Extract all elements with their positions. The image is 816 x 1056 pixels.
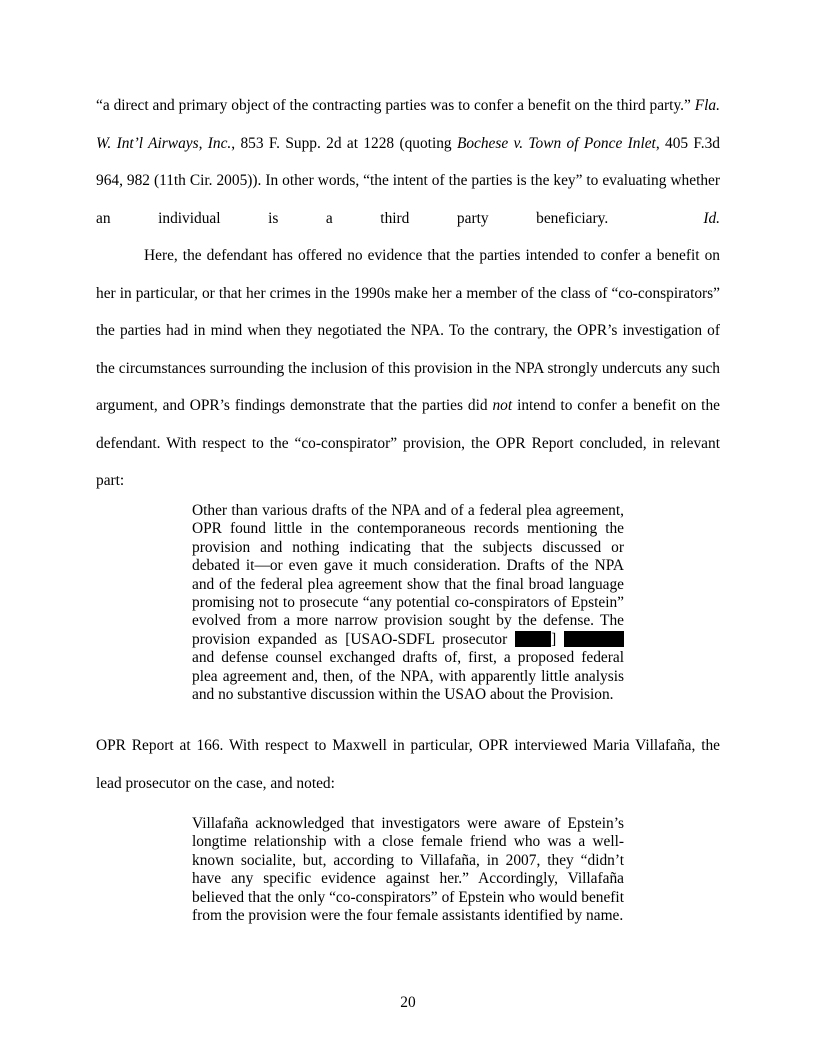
redaction-box (564, 631, 624, 647)
paragraph-text: , 405 F.3d 964, 982 (11th Cir. 2005)). In other words, “the intent of the parties is the key” to evaluating whether an individual is a third party beneficiary. (96, 134, 720, 227)
quote-text: Other than various drafts of the NPA and of a federal plea agreement, OPR found little in the contemporaneous records mentioning the provision and nothing indicating that the subjects discussed or debated it—or even gave it much consideration. Drafts of the NPA and of the federal plea agreement show that the final broad language promising not to prosecute “any potential co-conspirators of Epstein” evolved from a more narrow provision sought by the defense. The provision expanded as [USAO-SDFL prosecutor (192, 502, 624, 648)
paragraph-no-evidence (96, 237, 720, 500)
quote-text: ] (551, 630, 557, 648)
page-number: 20 (400, 994, 416, 1011)
block-quote-villafana: Villafaña acknowledged that investigators were aware of Epstein’s longtime relationship with a close female friend who was a well-known socialite, but, according to Villafaña, in 2007, they “didn’t have any specific evidence against her.” Accordingly, Villafaña believed that the only “co-conspirators” of Epstein who would benefit from the provision were the four female assistants identified by name. (192, 815, 624, 925)
id-citation: Id. (703, 209, 720, 227)
paragraph-text: , 853 F. Supp. 2d at 1228 (quoting (231, 134, 457, 152)
paragraph-text: Here, the defendant has offered no evidence that the parties intended to confer a benefit on her in particular, or that her crimes in the 1990s make her a member of the class of “co-conspirators” the parties had in mind when they negotiated the NPA. To the contrary, the OPR’s investigation of the circumstances surrounding the inclusion of this provision in the NPA strongly undercuts any such argument, and OPR’s findings demonstrate that the parties did (96, 247, 720, 414)
case-citation: Fla. W. Int’l Airways, Inc. (96, 97, 720, 152)
case-citation: Bochese v. Town of Ponce Inlet (456, 134, 656, 152)
paragraph-maxwell: OPR Report at 166. With respect to Maxwell in particular, OPR interviewed Maria Villafaña, the lead prosecutor on the case, and noted: (96, 737, 720, 792)
paragraph-text: intend to confer a benefit on the defendant. With respect to the “co-conspirator” provision, the OPR Report concluded, in relevant part: (96, 397, 720, 489)
redaction-box (515, 631, 551, 647)
emphasis-text: not (492, 397, 513, 414)
block-quote-opr-report (192, 502, 624, 704)
quote-text: and defense counsel exchanged drafts of, first, a proposed federal plea agreement and, then, of the NPA, with apparently little analysis and no substantive discussion within the USAO about the Provision. (192, 649, 624, 704)
paragraph-text: “a direct and primary object of the contracting parties was to confer a benefit on the third party.” (96, 97, 691, 114)
